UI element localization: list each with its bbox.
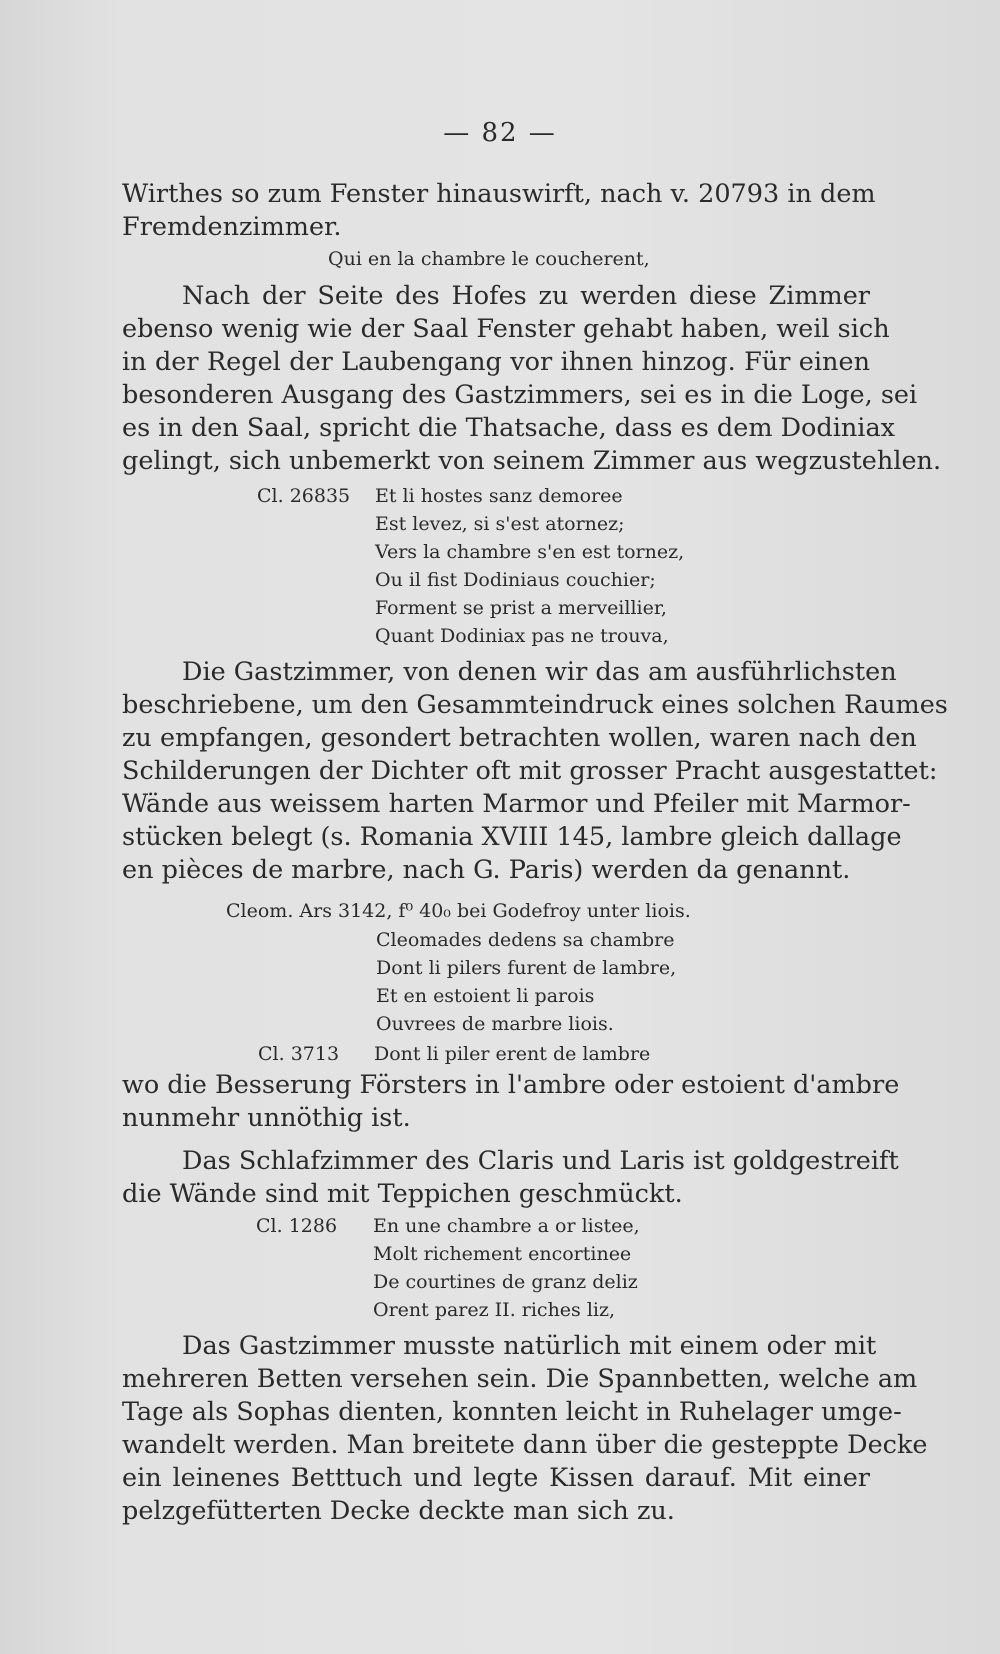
paragraph-1 bbox=[122, 178, 876, 244]
source-reference: Cleom. Ars 3142, f⁰ 40₀ bei Godefroy unter liois. bbox=[226, 900, 691, 922]
citation: Cl. 26835 bbox=[257, 485, 351, 507]
text-line: Tage als Sophas dienten, konnten leicht in Ruhelager umge- bbox=[122, 1397, 902, 1427]
text-line: gelingt, sich unbemerkt von seinem Zimmer aus wegzustehlen. bbox=[122, 446, 942, 476]
text-line: Wirthes so zum Fenster hinauswirft, nach v. 20793 in dem bbox=[122, 179, 876, 209]
text-line: zu empfangen, gesondert betrachten wollen, waren nach den bbox=[122, 723, 917, 753]
verse-line: Molt richement encortinee bbox=[373, 1243, 632, 1265]
text-line: Wände aus weissem harten Marmor und Pfeiler mit Marmor- bbox=[122, 789, 911, 819]
text-line: Das Schlafzimmer des Claris und Laris ist goldgestreift bbox=[182, 1146, 899, 1176]
paragraph-3 bbox=[122, 656, 948, 887]
paragraph-5 bbox=[122, 1145, 899, 1211]
verse-line: Est levez, si s'est atornez; bbox=[375, 513, 625, 535]
verse-line: Et en estoient li parois bbox=[376, 985, 595, 1007]
text-line: Die Gastzimmer, von denen wir das am ausführlichsten bbox=[182, 657, 897, 687]
text-line: beschriebene, um den Gesammteindruck eines solchen Raumes bbox=[122, 690, 948, 720]
text-line: Schilderungen der Dichter oft mit grosser Pracht ausgestattet: bbox=[122, 756, 938, 786]
verse-line: Dont li piler erent de lambre bbox=[374, 1043, 651, 1065]
paragraph-6 bbox=[122, 1330, 928, 1528]
text-line: ebenso wenig wie der Saal Fenster gehabt haben, weil sich bbox=[122, 314, 890, 344]
text-line: besonderen Ausgang des Gastzimmers, sei es in die Loge, sei bbox=[122, 380, 918, 410]
verse-line: Ou il fist Dodiniaus couchier; bbox=[375, 569, 656, 591]
verse-line: Cleomades dedens sa chambre bbox=[376, 929, 675, 951]
paragraph-4 bbox=[122, 1069, 900, 1135]
text-line: wo die Besserung Försters in l'ambre oder estoient d'ambre bbox=[122, 1070, 900, 1100]
text-line: Nach der Seite des Hofes zu werden diese Zimmer bbox=[182, 281, 870, 311]
text-line: mehreren Betten versehen sein. Die Spannbetten, welche am bbox=[122, 1364, 918, 1394]
verse-line: Ouvrees de marbre liois. bbox=[376, 1013, 614, 1035]
verse-line: De courtines de granz deliz bbox=[373, 1271, 638, 1293]
citation: Cl. 3713 bbox=[258, 1043, 340, 1065]
text-line: stücken belegt (s. Romania XVIII 145, lambre gleich dallage bbox=[122, 822, 902, 852]
text-line: Fremdenzimmer. bbox=[122, 212, 342, 242]
verse-line: Orent parez II. riches liz, bbox=[373, 1299, 616, 1321]
quotation-1 bbox=[328, 245, 650, 273]
verse-line: Quant Dodiniax pas ne trouva, bbox=[375, 625, 669, 647]
page-number: — 82 — bbox=[443, 118, 557, 148]
verse-line: En une chambre a or listee, bbox=[373, 1215, 640, 1237]
verse-line: Et li hostes sanz demoree bbox=[375, 485, 623, 507]
text-line: pelzgefütterten Decke deckte man sich zu. bbox=[122, 1496, 675, 1526]
verse-line: Vers la chambre s'en est tornez, bbox=[375, 541, 685, 563]
text-line: in der Regel der Laubengang vor ihnen hinzog. Für einen bbox=[122, 347, 870, 377]
quotation-5 bbox=[256, 1212, 640, 1324]
quotation-3 bbox=[376, 926, 676, 1038]
quotation-4 bbox=[258, 1040, 651, 1068]
text-line: nunmehr unnöthig ist. bbox=[122, 1103, 411, 1133]
quotation-intro bbox=[226, 897, 691, 925]
text-line: die Wände sind mit Teppichen geschmückt. bbox=[122, 1179, 683, 1209]
verse-line: Forment se prist a merveillier, bbox=[375, 597, 667, 619]
text-line: ein leinenes Betttuch und legte Kissen darauf. Mit einer bbox=[122, 1463, 870, 1493]
citation: Cl. 1286 bbox=[256, 1215, 338, 1237]
text-line: wandelt werden. Man breitete dann über die gesteppte Decke bbox=[122, 1430, 928, 1460]
verse-line: Qui en la chambre le coucherent, bbox=[328, 248, 650, 270]
paragraph-2 bbox=[122, 280, 942, 478]
quotation-2 bbox=[257, 482, 685, 650]
text-line: Das Gastzimmer musste natürlich mit einem oder mit bbox=[182, 1331, 877, 1361]
text-line: es in den Saal, spricht die Thatsache, dass es dem Dodiniax bbox=[122, 413, 896, 443]
verse-line: Dont li pilers furent de lambre, bbox=[376, 957, 677, 979]
text-line: en pièces de marbre, nach G. Paris) werden da genannt. bbox=[122, 855, 851, 885]
